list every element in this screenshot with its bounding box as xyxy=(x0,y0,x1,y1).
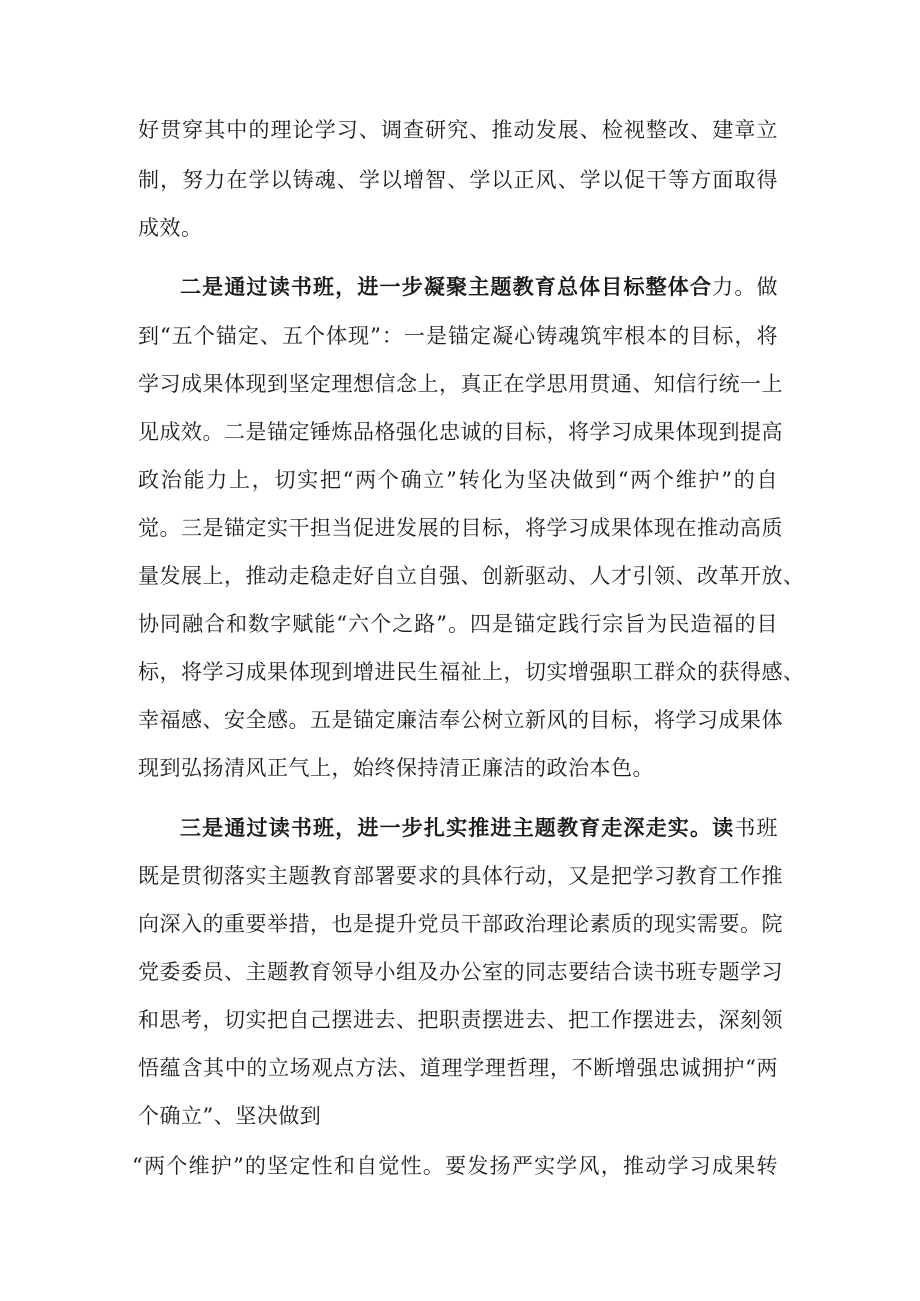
text-line: 学习成果体现到坚定理想信念上，真正在学思用贯通、知信行统一上 xyxy=(138,372,783,396)
paragraph-lead-rest: 书班 xyxy=(734,816,779,840)
text-line: 悟蕴含其中的立场观点方法、道理学理哲理，不断增强忠诚拥护“两 xyxy=(138,1056,778,1080)
paragraph-lead: 二是通过读书班，进一步凝聚主题教育总体目标整体合 xyxy=(180,274,713,299)
text-line: 向深入的重要举措，也是提升党员干部政治理论素质的现实需要。院 xyxy=(138,912,783,936)
text-line: 幸福感、安全感。五是锚定廉洁奉公树立新风的目标，将学习成果体 xyxy=(138,708,783,732)
text-line: 既是贯彻落实主题教育部署要求的具体行动，又是把学习教育工作推 xyxy=(138,864,783,888)
text-line: 现到弘扬清风正气上，始终保持清正廉洁的政治本色。 xyxy=(138,756,654,780)
text-line: 量发展上，推动走稳走好自立自强、创新驱动、人才引领、改革开放、 xyxy=(138,564,805,588)
text-line: “两个维护”的坚定性和自觉性。要发扬严实学风，推动学习成果转 xyxy=(132,1154,778,1178)
text-line: 好贯穿其中的理论学习、调查研究、推动发展、检视整改、建章立 xyxy=(138,118,778,142)
text-line: 制，努力在学以铸魂、学以增智、学以正风、学以促干等方面取得 xyxy=(138,168,778,192)
text-line: 和思考，切实把自己摆进去、把职责摆进去、把工作摆进去，深刻领 xyxy=(138,1008,783,1032)
text-line: 协同融合和数字赋能“六个之路”。四是锚定践行宗旨为民造福的目 xyxy=(138,612,778,636)
text-line: 政治能力上，切实把“两个确立”转化为坚决做到“两个维护”的自 xyxy=(138,468,778,492)
text-line: 觉。三是锚定实干担当促进发展的目标，将学习成果体现在推动高质 xyxy=(138,516,783,540)
paragraph-lead: 三是通过读书班，进一步扎实推进主题教育走深走实。读 xyxy=(180,815,735,840)
text-line: 成效。 xyxy=(138,216,203,240)
text-line: 到“五个锚定、五个体现”：一是锚定凝心铸魂筑牢根本的目标，将 xyxy=(138,324,778,348)
text-line: 见成效。二是锚定锤炼品格强化忠诚的目标，将学习成果体现到提高 xyxy=(138,420,783,444)
paragraph-lead-rest: 力。做 xyxy=(712,275,779,299)
text-line: 个确立”、坚决做到 xyxy=(138,1104,322,1128)
paragraph-heading-line xyxy=(180,273,778,301)
text-line: 标，将学习成果体现到增进民生福祉上，切实增强职工群众的获得感、 xyxy=(138,660,805,684)
paragraph-heading-line xyxy=(180,814,778,842)
text-line: 党委委员、主题教育领导小组及办公室的同志要结合读书班专题学习 xyxy=(138,960,783,984)
